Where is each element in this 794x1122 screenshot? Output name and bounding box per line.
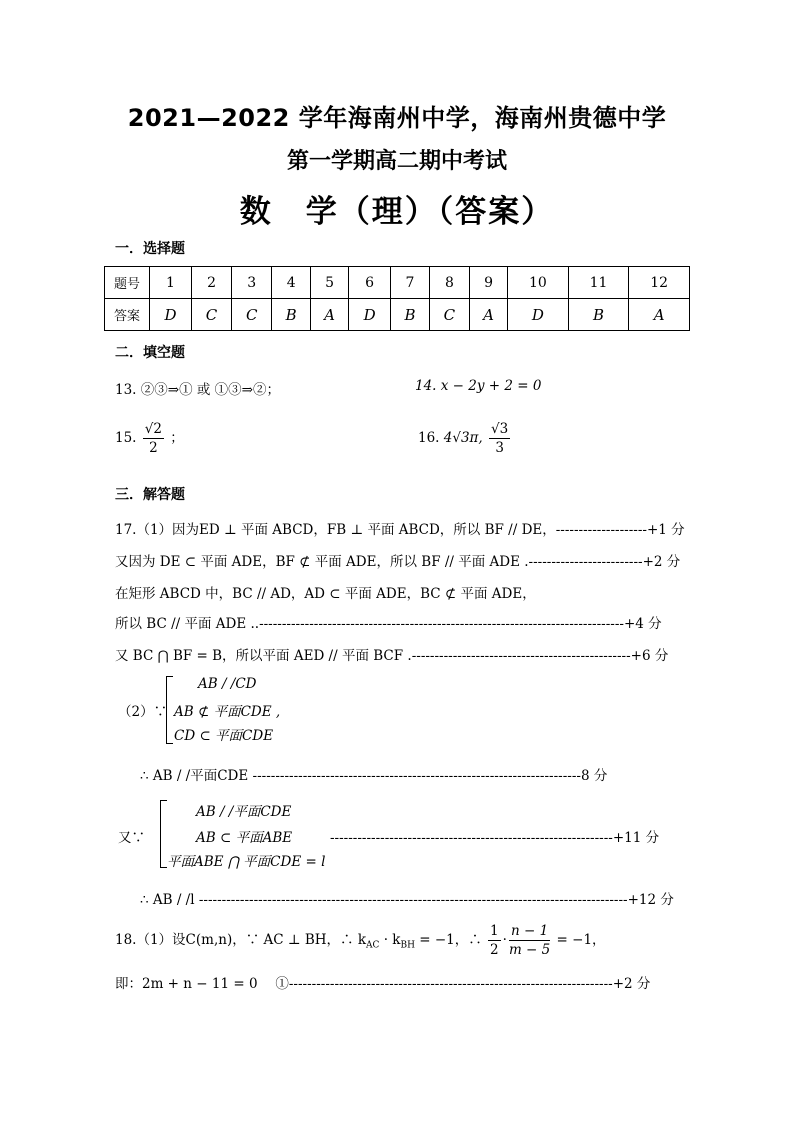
table-cell: 5 bbox=[311, 267, 349, 299]
table-cell: C bbox=[232, 299, 272, 331]
solution-18-line-2: 即：2m + n − 11 = 0 ①-----------------------------------------------------------------------+2 分 bbox=[115, 976, 651, 992]
text-span: 18.（1）设C(m,n)，∵ AC ⊥ BH，∴ k bbox=[115, 932, 367, 948]
text-span: = −1， bbox=[552, 932, 606, 948]
score-marker: --------------------------------------------------------------+11 分 bbox=[330, 830, 660, 846]
table-cell: C bbox=[191, 299, 231, 331]
section-heading-solution: 三．解答题 bbox=[115, 487, 185, 503]
table-cell: A bbox=[311, 299, 349, 331]
table-cell: 12 bbox=[629, 267, 690, 299]
table-cell: 1 bbox=[150, 267, 192, 299]
subscript: AC bbox=[366, 940, 380, 951]
table-cell: A bbox=[470, 299, 508, 331]
solution-17-line-3: 在矩形 ABCD 中，BC // AD，AD ⊂ 平面 ADE，BC ⊄ 平面 ADE， bbox=[115, 586, 536, 602]
answer-15-end: ； bbox=[170, 430, 184, 446]
fraction bbox=[143, 420, 164, 457]
table-cell: B bbox=[568, 299, 629, 331]
text-span: · k bbox=[379, 932, 401, 948]
system-line: AB ⊂ 平面ABE bbox=[196, 830, 293, 846]
system-line: AB / /CD bbox=[198, 676, 257, 692]
solution-18-line-1: 18.（1）设C(m,n)，∵ AC ⊥ BH，∴ $k_{AC} \cdot k_{BH} = -1$，∴ $\frac{1}{2}$ · $\frac{n - 1}{m - 5}$ = −1， bbox=[115, 923, 606, 958]
table-cell: 11 bbox=[568, 267, 629, 299]
table-header-cell: 题号 bbox=[105, 267, 150, 299]
solution-17-conclusion-1: ∴ AB / /平面CDE ------------------------------------------------------------------------8 分 bbox=[140, 768, 608, 784]
table-cell: D bbox=[349, 299, 391, 331]
solution-17-line-5: 又 BC ⋂ BF = B，所以平面 AED // 平面 BCF .------------------------------------------------+6 分 bbox=[115, 648, 669, 664]
table-cell: B bbox=[391, 299, 430, 331]
table-cell: C bbox=[429, 299, 469, 331]
system-line: AB / /平面CDE bbox=[196, 804, 292, 820]
table-cell: D bbox=[150, 299, 192, 331]
system-brace bbox=[166, 676, 173, 744]
fraction-denominator: 3 bbox=[495, 440, 504, 456]
system-brace bbox=[160, 800, 167, 868]
table-cell: D bbox=[508, 299, 569, 331]
answer-14: 14. x − 2y + 2 = 0 bbox=[415, 378, 542, 394]
solution-17-line-1: 17.（1）因为ED ⊥ 平面 ABCD，FB ⊥ 平面 ABCD，所以 BF // DE，--------------------+1 分 bbox=[115, 522, 685, 538]
solution-17-line-2: 又因为 DE ⊂ 平面 ADE，BF ⊄ 平面 ADE，所以 BF // 平面 ADE .-------------------------+2 分 bbox=[115, 554, 681, 570]
table-cell: 8 bbox=[429, 267, 469, 299]
fraction-numerator: √2 bbox=[144, 421, 162, 437]
fraction-numerator: 1 bbox=[490, 923, 499, 939]
subscript: BH bbox=[400, 940, 415, 951]
answer-16-label: 16. bbox=[418, 430, 440, 446]
table-cell: 3 bbox=[232, 267, 272, 299]
fraction-denominator: m − 5 bbox=[508, 942, 551, 958]
answer-15-label: 15. bbox=[115, 430, 137, 446]
answer-13: 13. ②③⇒① 或 ①③⇒②； bbox=[115, 382, 280, 398]
solution-17-part2-label: （2）∵ bbox=[118, 704, 168, 720]
solution-17-part3-label: 又∵ bbox=[118, 830, 145, 846]
solution-17-line-4: 所以 BC // 平面 ADE ..--------------------------------------------------------------------------------+4 分 bbox=[115, 616, 662, 632]
fraction-numerator: √3 bbox=[491, 421, 509, 437]
fraction-denominator: 2 bbox=[490, 942, 499, 958]
table-header-cell: 答案 bbox=[105, 299, 150, 331]
answer-15 bbox=[115, 420, 184, 457]
text-span: = −1，∴ bbox=[414, 932, 482, 948]
answer-16-part-a: 4√3π, bbox=[443, 430, 483, 446]
table-cell: 9 bbox=[470, 267, 508, 299]
fraction-numerator: n − 1 bbox=[509, 922, 550, 941]
system-line: AB ⊄ 平面CDE , bbox=[174, 704, 281, 720]
table-cell: 4 bbox=[272, 267, 311, 299]
table-cell: 6 bbox=[349, 267, 391, 299]
system-line: 平面ABE ⋂ 平面CDE = l bbox=[167, 854, 326, 870]
fraction-denominator: 2 bbox=[149, 440, 158, 456]
answer-table bbox=[104, 266, 690, 331]
fraction bbox=[489, 420, 510, 457]
title-line-1: 2021—2022 学年海南州中学，海南州贵德中学 bbox=[127, 104, 667, 132]
section-heading-fill: 二．填空题 bbox=[115, 345, 185, 361]
table-cell: B bbox=[272, 299, 311, 331]
fraction bbox=[509, 922, 550, 959]
answer-16 bbox=[418, 420, 512, 457]
section-heading-choice: 一．选择题 bbox=[115, 241, 185, 257]
system-line: CD ⊂ 平面CDE bbox=[174, 728, 274, 744]
table-cell: 2 bbox=[191, 267, 231, 299]
table-row-numbers bbox=[105, 267, 690, 299]
title-line-3: 数 学（理）（答案） bbox=[239, 194, 555, 230]
solution-17-conclusion-2: ∴ AB / /l ----------------------------------------------------------------------------------------------+12 分 bbox=[140, 892, 674, 908]
table-row-answers bbox=[105, 299, 690, 331]
fraction bbox=[488, 922, 501, 959]
title-line-2: 第一学期高二期中考试 bbox=[286, 149, 507, 174]
table-cell: A bbox=[629, 299, 690, 331]
table-cell: 7 bbox=[391, 267, 430, 299]
table-cell: 10 bbox=[508, 267, 569, 299]
